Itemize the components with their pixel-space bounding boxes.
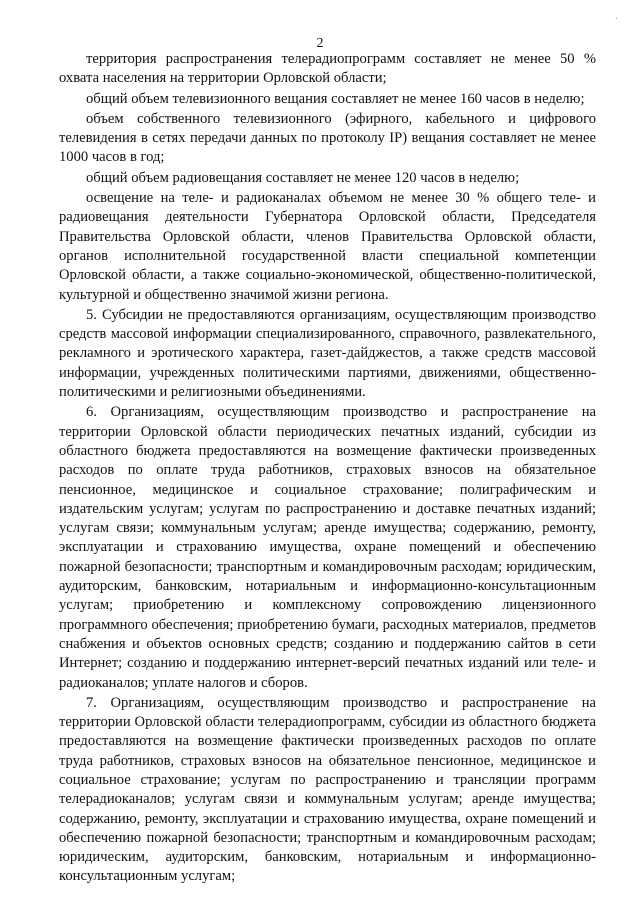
corner-mark: · (614, 14, 618, 25)
paragraph-coverage: освещение на теле- и радиоканалах объемом не менее 30 % общего теле- и радиовещания деятельности Губернатора Орловской области, Председателя Правительства Орловской области, членов Правительства Орловской области, органов исполнительной государственной власти специальной компетенции Орловской области, а также социально-экономической, общественно-политической, культурной и общественно значимой жизни региона. (59, 190, 596, 303)
paragraph-item-7: 7. Организациям, осуществляющим производство и распространение на территории Орловской области телерадиопрограмм, субсидии из областного бюджета предоставляются на возмещение фактически произведенных расходов по оплате труда работников, страховых взносов на обязательное пенсионное, медицинское и социальное страхование; услугам по распространению и трансляции программ телерадиоканалов; услугам связи и коммунальным услугам; аренде имущества; содержанию, ремонту, эксплуатации и страхованию имущества, охране помещений и обеспечению пожарной безопасности; транспортным и командировочным расходам; юридическим, аудиторским, банковским, нотариальным и информационно-консультационным услугам; (59, 694, 596, 885)
page-number: 2 (316, 36, 324, 51)
paragraph-radio-volume: общий объем радиовещания составляет не менее 120 часов в неделю; (86, 169, 520, 186)
paragraph-own-tv-volume: объем собственного телевизионного (эфирного, кабельного и цифрового телевидения в сетях передачи данных по протоколу IP) вещания составляет не менее 1000 часов в год; (59, 110, 596, 166)
document-body (59, 50, 596, 888)
paragraph-tv-volume: общий объем телевизионного вещания составляет не менее 160 часов в неделю; (86, 90, 585, 107)
paragraph-territory: территория распространения телерадиопрограмм составляет не менее 50 % охвата населения на территории Орловской области; (59, 51, 596, 87)
paragraph-item-6: 6. Организациям, осуществляющим производство и распространение на территории Орловской области периодических печатных изданий, субсидии из областного бюджета предоставляются на возмещение фактически произведенных расходов по оплате труда работников, страховых взносов на обязательное пенсионное, медицинское и социальное страхование; полиграфическим и издательским услугам; услугам по распространению и доставке печатных изданий; услугам связи; коммунальным услугам; аренде имущества; содержанию, ремонту, эксплуатации и страхованию имущества, охране помещений и обеспечению пожарной безопасности; транспортным и командировочным расходам; юридическим, аудиторским, банковским, нотариальным и информационно-консультационным услугам; приобретению и комплексному сопровождению лицензионного программного обеспечения; приобретению бумаги, расходных материалов, предметов снабжения и объектов основных средств; созданию и поддержанию сайтов в сети Интернет; созданию и поддержанию интернет-версий печатных изданий или теле- и радиоканалов; уплате налогов и сборов. (59, 404, 596, 691)
paragraph-item-5: 5. Субсидии не предоставляются организациям, осуществляющим производство средств массовой информации специализированного, справочного, развлекательного, рекламного и эротического характера, газет-дайджестов, а также средств массовой информации, учрежденных политическими партиями, движениями, общественно-политическими и религиозными объединениями. (59, 306, 596, 401)
